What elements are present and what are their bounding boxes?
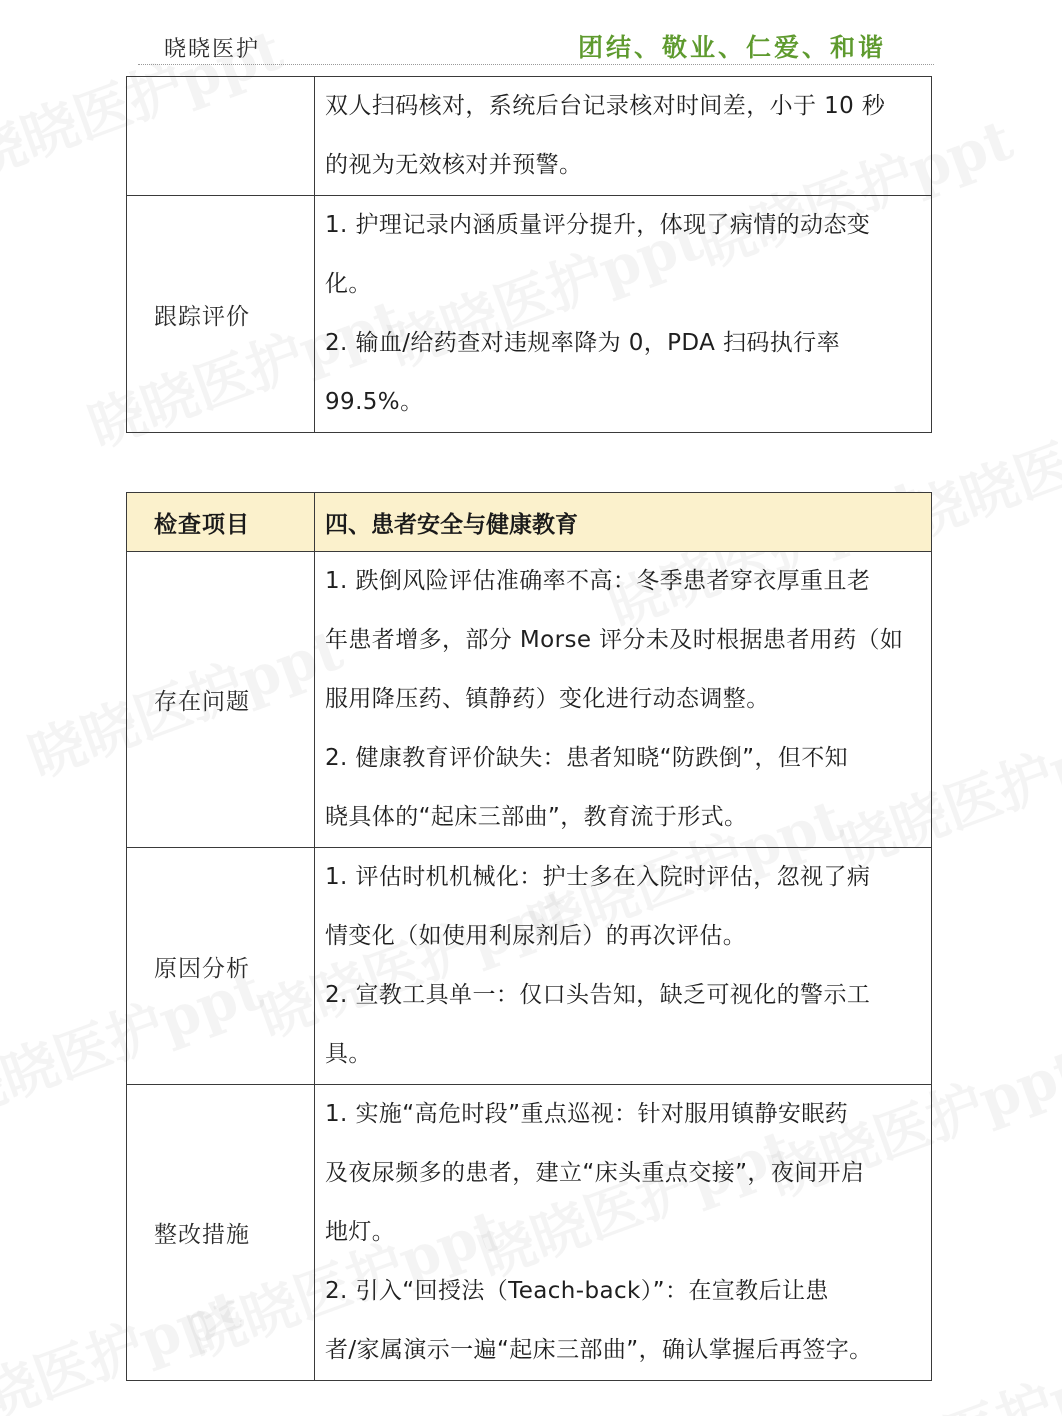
table-header-row (127, 493, 932, 552)
row-content (315, 1085, 932, 1381)
table-row (127, 196, 932, 433)
row-content (315, 552, 932, 848)
row-content (315, 848, 932, 1085)
table-row (127, 1085, 932, 1381)
row-label (127, 77, 315, 196)
content-line: 99.5%。 (325, 389, 424, 415)
table-row (127, 77, 932, 196)
content-line: 年患者增多，部分 Morse 评分未及时根据患者用药（如 (325, 627, 904, 653)
content-line: 的视为无效核对并预警。 (325, 152, 583, 178)
content-line: 1. 评估时机机械化：护士多在入院时评估，忽视了病 (325, 864, 871, 890)
header-title: 四、患者安全与健康教育 (315, 493, 932, 552)
content-line: 地灯。 (325, 1219, 396, 1245)
row-content (315, 77, 932, 196)
content-line: 服用降压药、镇静药）变化进行动态调整。 (325, 686, 770, 712)
table-row (127, 848, 932, 1085)
content-line: 化。 (325, 271, 372, 297)
tracking-table (126, 76, 932, 433)
content-line: 1. 护理记录内涵质量评分提升，体现了病情的动态变 (325, 212, 871, 238)
content-line: 2. 引入“回授法（Teach-back）”：在宣教后让患 (325, 1278, 829, 1304)
header-label-check-item: 检查项目 (127, 493, 315, 552)
content-line: 者/家属演示一遍“起床三部曲”，确认掌握后再签字。 (325, 1337, 873, 1363)
row-label-cause-analysis: 原因分析 (127, 848, 315, 1085)
content-line: 及夜尿频多的患者，建立“床头重点交接”，夜间开启 (325, 1160, 865, 1186)
row-content (315, 196, 932, 433)
content-line: 1. 跌倒风险评估准确率不高：冬季患者穿衣厚重且老 (325, 568, 871, 594)
patient-safety-table (126, 492, 932, 1381)
row-label-existing-problems: 存在问题 (127, 552, 315, 848)
page-header (138, 22, 934, 65)
table-row (127, 552, 932, 848)
content-line: 情变化（如使用利尿剂后）的再次评估。 (325, 923, 747, 949)
brand-name: 晓晓医护 (164, 37, 261, 62)
content-line: 2. 输血/给药查对违规率降为 0，PDA 扫码执行率 (325, 330, 840, 356)
slogan: 团结、敬业、仁爱、和谐 (577, 33, 886, 62)
content-line: 晓具体的“起床三部曲”，教育流于形式。 (325, 804, 748, 830)
content-line: 双人扫码核对，系统后台记录核对时间差，小于 10 秒 (325, 93, 886, 119)
row-label-tracking-evaluation: 跟踪评价 (127, 196, 315, 433)
content-line: 1. 实施“高危时段”重点巡视：针对服用镇静安眠药 (325, 1101, 849, 1127)
content-line: 2. 宣教工具单一：仅口头告知，缺乏可视化的警示工 (325, 982, 871, 1008)
content-line: 具。 (325, 1041, 372, 1067)
row-label-corrective-measures: 整改措施 (127, 1085, 315, 1381)
content-line: 2. 健康教育评价缺失：患者知晓“防跌倒”，但不知 (325, 745, 849, 771)
